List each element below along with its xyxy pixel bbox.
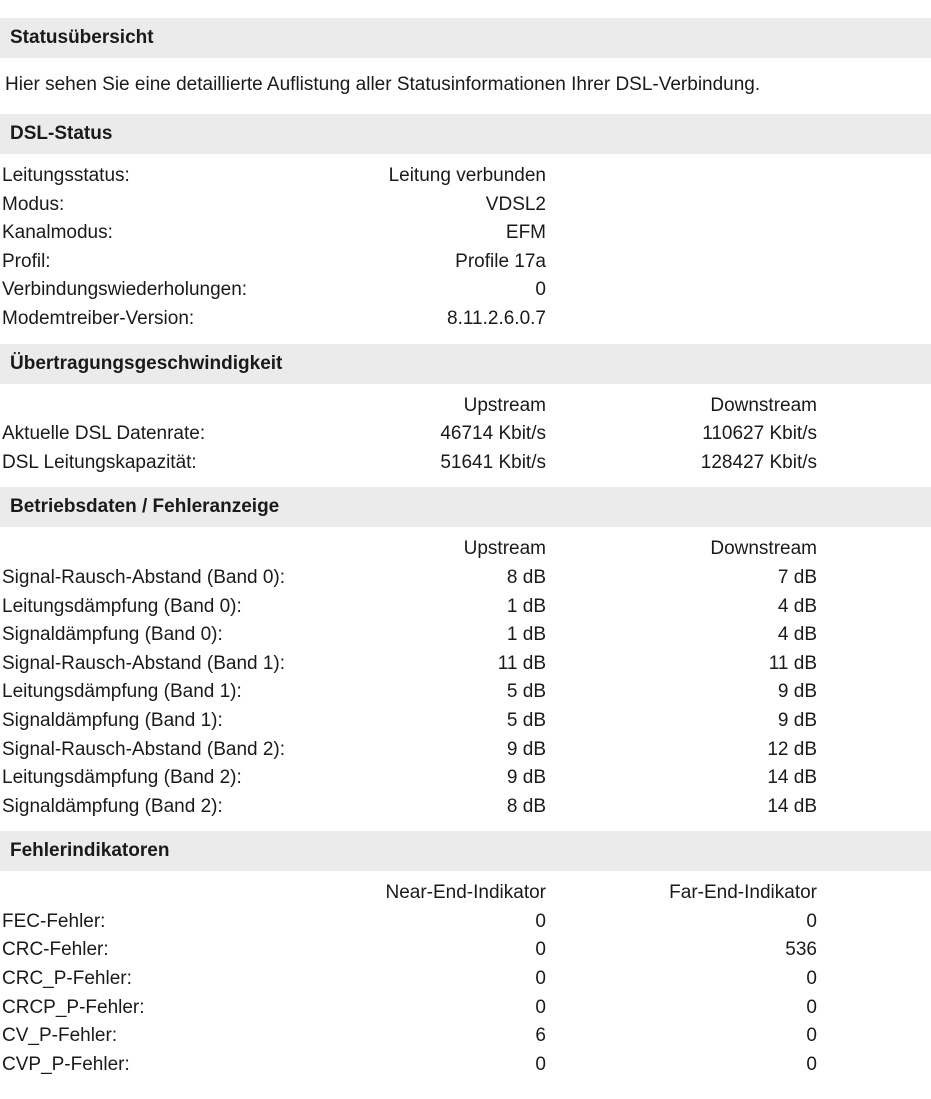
- far-end-value: 0: [806, 1053, 817, 1075]
- column-header-upstream: Upstream: [463, 394, 546, 416]
- upstream-value: 9 dB: [506, 767, 546, 789]
- row-label: Signal-Rausch-Abstand (Band 1):: [2, 652, 286, 674]
- row-label: CRC_P-Fehler:: [2, 968, 132, 990]
- downstream-value: 12 dB: [767, 738, 817, 760]
- column-header-row: [0, 392, 931, 421]
- far-end-value: 0: [806, 996, 817, 1018]
- near-end-value: 6: [535, 1025, 546, 1047]
- downstream-value: 11 dB: [768, 652, 817, 674]
- speed-table: [0, 384, 931, 488]
- downstream-value: 128427 Kbit/s: [700, 451, 817, 473]
- table-row: [0, 764, 931, 793]
- upstream-value: 5 dB: [506, 709, 546, 731]
- row-label: Signaldämpfung (Band 2):: [2, 795, 223, 817]
- row-value: EFM: [505, 222, 546, 244]
- errors-table: [0, 871, 931, 1089]
- column-header-far-end: Far-End-Indikator: [669, 882, 817, 904]
- near-end-value: 0: [535, 968, 546, 990]
- row-label: Leitungsstatus:: [2, 165, 130, 186]
- upstream-value: 8 dB: [506, 795, 546, 817]
- table-row: [0, 793, 931, 822]
- table-row: [0, 678, 931, 707]
- table-row: [0, 162, 931, 191]
- upstream-value: 8 dB: [506, 566, 546, 588]
- column-header-row: [0, 879, 931, 908]
- section-header-operation: Betriebsdaten / Fehleranzeige: [0, 487, 931, 527]
- row-label: CRC-Fehler:: [2, 939, 109, 961]
- row-label: CVP_P-Fehler:: [2, 1053, 130, 1075]
- row-label: Profil:: [2, 250, 51, 272]
- column-header-downstream: Downstream: [710, 538, 817, 560]
- table-row: [0, 621, 931, 650]
- upstream-value: 1 dB: [506, 624, 546, 646]
- upstream-value: 51641 Kbit/s: [440, 451, 546, 473]
- column-header-row: [0, 535, 931, 564]
- table-row: [0, 191, 931, 220]
- far-end-value: 0: [806, 910, 817, 932]
- row-value: Leitung verbunden: [388, 165, 546, 186]
- section-header-dsl-status: DSL-Status: [0, 114, 931, 154]
- table-row: [0, 449, 931, 478]
- table-row: [0, 1022, 931, 1051]
- row-label: Kanalmodus:: [2, 222, 113, 244]
- column-header-upstream: Upstream: [463, 538, 546, 560]
- downstream-value: 4 dB: [777, 595, 817, 617]
- upstream-value: 11 dB: [497, 652, 546, 674]
- downstream-value: 9 dB: [777, 709, 817, 731]
- dsl-status-table: [0, 154, 931, 344]
- far-end-value: 0: [806, 968, 817, 990]
- row-label: Modemtreiber-Version:: [2, 307, 195, 329]
- near-end-value: 0: [535, 996, 546, 1018]
- upstream-value: 1 dB: [506, 595, 546, 617]
- table-row: [0, 650, 931, 679]
- upstream-value: 9 dB: [506, 738, 546, 760]
- downstream-value: 14 dB: [767, 795, 817, 817]
- row-label: CRCP_P-Fehler:: [2, 996, 145, 1018]
- upstream-value: 46714 Kbit/s: [440, 423, 546, 445]
- table-row: [0, 965, 931, 994]
- near-end-value: 0: [535, 910, 546, 932]
- row-label: FEC-Fehler:: [2, 910, 106, 932]
- downstream-value: 7 dB: [777, 566, 817, 588]
- table-row: [0, 305, 931, 334]
- near-end-value: 0: [535, 1053, 546, 1075]
- far-end-value: 536: [785, 939, 817, 961]
- row-label: CV_P-Fehler:: [2, 1025, 118, 1047]
- table-row: [0, 564, 931, 593]
- row-label: Signaldämpfung (Band 0):: [2, 624, 223, 646]
- table-row: [0, 420, 931, 449]
- table-row: [0, 736, 931, 765]
- row-label: Signal-Rausch-Abstand (Band 2):: [2, 738, 286, 760]
- row-value: 0: [535, 279, 546, 301]
- far-end-value: 0: [806, 1025, 817, 1047]
- row-label: Signaldämpfung (Band 1):: [2, 709, 223, 731]
- row-label: Leitungsdämpfung (Band 1):: [2, 681, 242, 703]
- upstream-value: 5 dB: [506, 681, 546, 703]
- section-header-overview: Statusübersicht: [0, 18, 931, 58]
- column-header-near-end: Near-End-Indikator: [385, 882, 546, 904]
- row-value: 8.11.2.6.0.7: [447, 307, 546, 329]
- table-row: [0, 936, 931, 965]
- row-label: Modus:: [2, 193, 65, 215]
- row-label: Verbindungswiederholungen:: [2, 279, 248, 301]
- table-row: [0, 994, 931, 1023]
- row-label: Aktuelle DSL Datenrate:: [2, 423, 206, 445]
- downstream-value: 9 dB: [777, 681, 817, 703]
- section-header-errors: Fehlerindikatoren: [0, 831, 931, 871]
- table-row: [0, 908, 931, 937]
- row-label: Leitungsdämpfung (Band 0):: [2, 595, 242, 617]
- column-header-downstream: Downstream: [710, 394, 817, 416]
- downstream-value: 4 dB: [777, 624, 817, 646]
- table-row: [0, 276, 931, 305]
- row-label: Signal-Rausch-Abstand (Band 0):: [2, 566, 286, 588]
- table-row: [0, 707, 931, 736]
- intro-text: Hier sehen Sie eine detaillierte Auflistung aller Statusinformationen Ihrer DSL-Verbindung.: [5, 74, 761, 95]
- table-row: [0, 593, 931, 622]
- row-value: Profile 17a: [455, 250, 546, 272]
- table-row: [0, 219, 931, 248]
- table-row: [0, 1051, 931, 1080]
- downstream-value: 110627 Kbit/s: [702, 423, 817, 445]
- row-label: Leitungsdämpfung (Band 2):: [2, 767, 242, 789]
- near-end-value: 0: [535, 939, 546, 961]
- table-row: [0, 248, 931, 277]
- row-label: DSL Leitungskapazität:: [2, 451, 197, 473]
- downstream-value: 14 dB: [767, 767, 817, 789]
- operation-table: [0, 527, 931, 831]
- row-value: VDSL2: [485, 193, 546, 215]
- section-header-speed: Übertragungsgeschwindigkeit: [0, 344, 931, 384]
